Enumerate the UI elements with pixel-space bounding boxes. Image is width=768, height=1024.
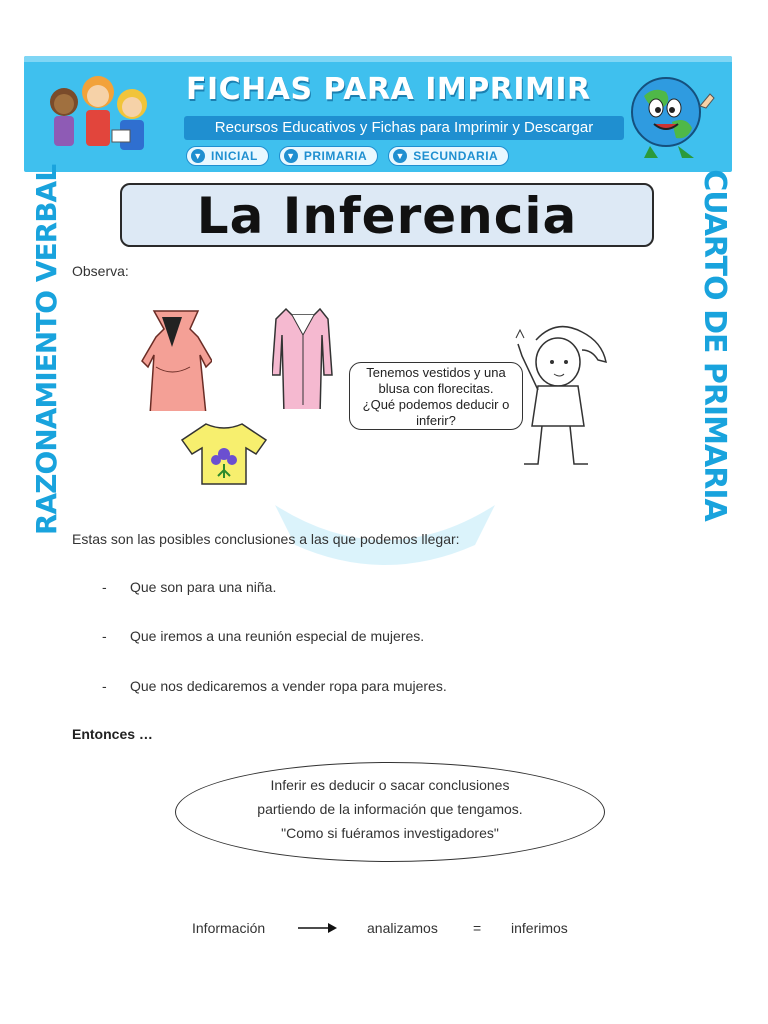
definition-line: "Como si fuéramos investigadores" [281,825,499,841]
formula-infer: inferimos [511,920,568,936]
nav-label: PRIMARIA [303,149,368,163]
side-label-subject: RAZONAMIENTO VERBAL [30,164,63,536]
bullet-dash: - [102,678,107,694]
page-title: La Inferencia [196,187,578,245]
bubble-line: blusa con florecitas. [378,381,494,396]
title-box [120,183,654,247]
bullet-dash: - [102,579,107,595]
banner-title: FICHAS PARA IMPRIMIR [186,72,591,107]
nav-secundaria[interactable] [388,146,509,166]
download-icon: ▼ [191,149,205,163]
flower-blouse-icon [178,420,270,488]
nav-label: INICIAL [211,149,258,163]
bullet-dash: - [102,628,107,644]
speech-bubble [349,362,523,430]
conclusion-item: Que nos dedicaremos a vender ropa para mujeres. [130,678,447,694]
download-icon: ▼ [393,149,407,163]
thinking-boy-icon [508,318,612,474]
formula-analyze: analizamos [367,920,438,936]
pink-dress-icon [132,307,212,411]
formula-equals: = [473,920,482,936]
pink-coat-icon [272,305,334,409]
bubble-line: ¿Qué podemos deducir o [362,397,510,412]
download-icon: ▼ [284,149,298,163]
observa-label: Observa: [72,263,129,279]
entonces-label: Entonces … [72,726,153,742]
conclusion-item: Que iremos a una reunión especial de mujeres. [130,628,425,644]
conclusion-item: Que son para una niña. [130,579,277,595]
kids-illustration-icon [36,64,166,164]
formula-information: Información [192,920,266,936]
banner-subtitle: Recursos Educativos y Fichas para Imprimir y Descargar [184,116,624,140]
nav-label: SECUNDARIA [413,149,499,163]
definition-line: Inferir es deducir o sacar conclusiones [270,777,510,793]
nav-primaria[interactable] [279,146,378,166]
definition-ellipse [175,762,605,862]
header-banner [24,56,732,172]
side-label-grade: CUARTO DE PRIMARIA [697,169,732,521]
arrow-right-icon [298,921,338,935]
nav-inicial[interactable] [186,146,269,166]
bubble-line: Tenemos vestidos y una [366,365,506,380]
bubble-line: inferir? [416,413,456,428]
intro-text: Estas son las posibles conclusiones a las que podemos llegar: [72,531,460,547]
banner-stripe [24,56,732,62]
definition-line: partiendo de la información que tengamos. [257,801,523,817]
banner-nav [186,146,509,166]
